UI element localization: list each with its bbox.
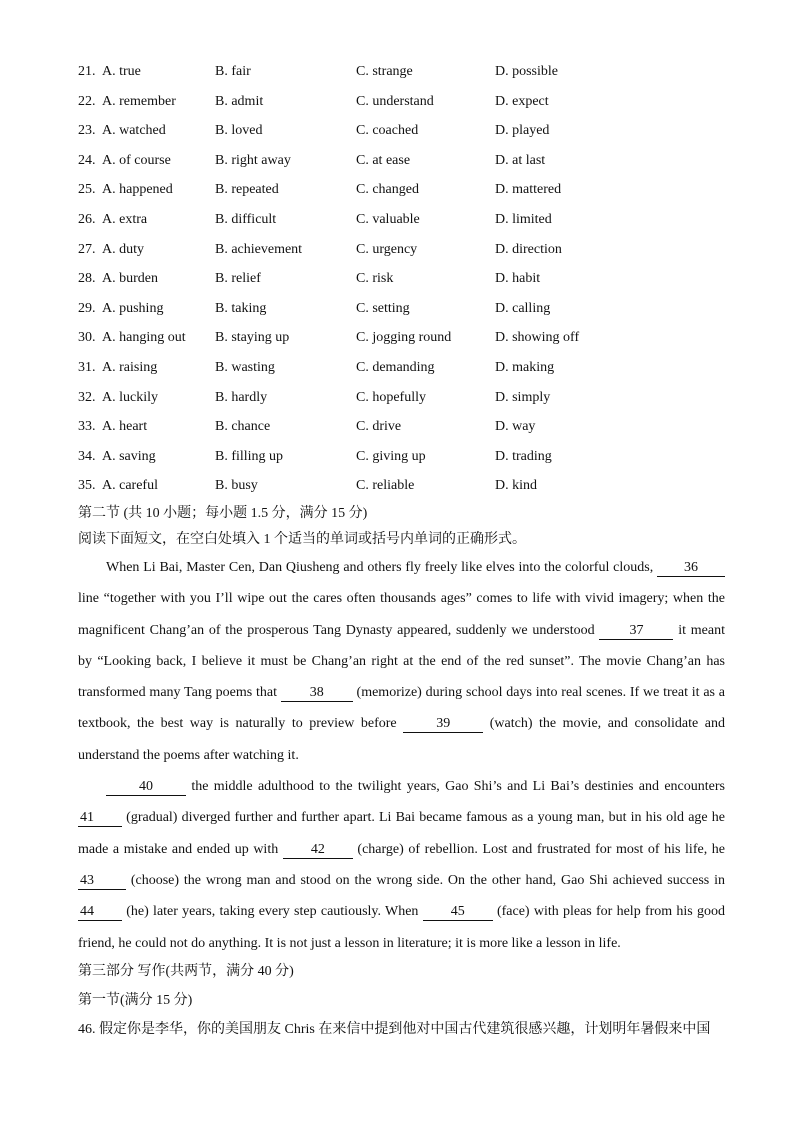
option-a: A. remember — [102, 93, 176, 109]
option-c: C. changed — [356, 182, 419, 198]
option-b: B. relief — [215, 271, 261, 287]
question-number: 25. — [78, 182, 96, 198]
question-number: 21. — [78, 64, 96, 79]
option-d: D. limited — [495, 211, 552, 227]
option-b: B. staying up — [215, 330, 290, 346]
option-d: D. at last — [495, 152, 546, 168]
option-a: A. watched — [102, 123, 166, 139]
question-number: 35. — [78, 478, 96, 494]
option-a: A. burden — [102, 271, 158, 287]
choice-row — [78, 92, 768, 122]
option-d: D. way — [495, 419, 536, 435]
question-46: 46. 假定你是李华，你的美国朋友 Chris 在来信中提到他对中国古代建筑很感兴趣，计划明年暑假来中国 — [78, 1022, 711, 1037]
blank-45[interactable]: 45 — [423, 904, 493, 921]
question-number: 30. — [78, 330, 96, 346]
option-d: D. habit — [495, 271, 541, 287]
question-number: 29. — [78, 300, 96, 316]
option-a: A. happened — [102, 182, 173, 198]
option-a: A. duty — [102, 241, 144, 257]
option-c: C. setting — [356, 300, 410, 316]
option-d: D. direction — [495, 241, 562, 257]
option-a: A. extra — [102, 211, 148, 227]
option-a: A. hanging out — [102, 330, 186, 346]
option-c: C. drive — [356, 419, 402, 435]
blank-40[interactable]: 40 — [106, 779, 186, 796]
choice-row — [78, 417, 768, 447]
question-number: 33. — [78, 419, 96, 435]
option-c: C. risk — [356, 271, 394, 287]
passage-text: the middle adulthood to the twilight years, Gao Shi’s and Li Bai’s destinies and encounters — [186, 779, 725, 795]
passage-paragraph-2 — [78, 771, 725, 959]
question-number: 28. — [78, 271, 96, 287]
question-number: 27. — [78, 241, 96, 257]
option-b: B. fair — [215, 64, 251, 79]
option-d: D. played — [495, 123, 550, 139]
option-c: C. understand — [356, 93, 434, 109]
option-a: A. careful — [102, 478, 158, 494]
blank-42[interactable]: 42 — [283, 842, 353, 859]
option-a: A. pushing — [102, 300, 164, 316]
blank-39[interactable]: 39 — [403, 716, 483, 733]
option-d: D. possible — [495, 64, 558, 79]
option-a: A. true — [102, 64, 141, 79]
option-d: D. mattered — [495, 182, 562, 198]
passage-text: (gradual) diverged further and further apart. Li Bai became famous as a young man, but in his old age he made a mistake and ended up with — [78, 810, 725, 857]
option-c: C. demanding — [356, 359, 435, 375]
option-c: C. valuable — [356, 211, 420, 227]
choice-row — [78, 151, 768, 181]
option-c: C. at ease — [356, 152, 411, 168]
option-c: C. jogging round — [356, 330, 452, 346]
choice-row — [78, 121, 768, 151]
passage-text: (face) with pleas for help from his good friend, he could not do anything. It is not just a lesson in literature; it is more like a lesson in life. — [78, 904, 726, 951]
option-c: C. coached — [356, 123, 419, 139]
option-b: B. hardly — [215, 389, 268, 405]
passage-text: When Li Bai, Master Cen, Dan Qiusheng and others fly freely like elves into the colorful clouds, — [106, 560, 657, 575]
choice-row — [78, 447, 768, 477]
section-instruction: 阅读下面短文，在空白处填入 1 个适当的单词或括号内单词的正确形式。 — [78, 532, 526, 547]
passage-text: line “together with you I’ll wipe out the cares often thousands ages” comes to life with vivid imagery; when the magnificent Chang’an of the prosperous Tang Dynasty appeared, suddenly we understood — [78, 591, 725, 638]
choice-row — [78, 269, 768, 299]
option-b: B. loved — [215, 123, 263, 139]
option-c: C. reliable — [356, 478, 415, 494]
option-b: B. achievement — [215, 241, 303, 257]
option-d: D. kind — [495, 478, 537, 494]
option-a: A. luckily — [102, 389, 158, 405]
option-a: A. raising — [102, 359, 158, 375]
choice-row — [78, 476, 768, 506]
option-a: A. of course — [102, 152, 171, 168]
option-b: B. filling up — [215, 448, 284, 464]
part-heading: 第三部分 写作(共两节，满分 40 分) — [78, 964, 294, 979]
option-b: B. difficult — [215, 211, 277, 227]
option-c: C. urgency — [356, 241, 418, 257]
question-number: 22. — [78, 93, 96, 109]
option-d: D. calling — [495, 300, 551, 316]
passage-text: (choose) the wrong man and stood on the wrong side. On the other hand, Gao Shi achieved success in — [126, 872, 725, 888]
choice-row — [78, 388, 768, 418]
blank-43[interactable]: 43 — [78, 873, 126, 890]
option-b: B. taking — [215, 300, 267, 316]
choice-row — [78, 240, 768, 270]
option-d: D. making — [495, 359, 555, 375]
question-number: 24. — [78, 152, 96, 168]
option-a: A. heart — [102, 419, 148, 435]
question-number: 32. — [78, 389, 96, 405]
question-number: 31. — [78, 359, 96, 375]
choice-row — [78, 299, 768, 329]
passage-paragraph-1 — [78, 552, 725, 771]
subsection-heading: 第一节(满分 15 分) — [78, 993, 193, 1008]
blank-38[interactable]: 38 — [281, 685, 353, 702]
option-c: C. strange — [356, 64, 413, 79]
blank-41[interactable]: 41 — [78, 810, 122, 827]
passage-text: (memorize) during school days into real scenes. If we treat it as a textbook, the best way is naturally to preview before — [78, 685, 725, 732]
blank-36[interactable]: 36 — [657, 560, 725, 577]
passage-text: (watch) the movie, and consolidate and understand the poems after watching it. — [78, 716, 725, 763]
option-d: D. trading — [495, 448, 552, 464]
option-c: C. giving up — [356, 448, 426, 464]
option-b: B. repeated — [215, 182, 279, 198]
option-d: D. expect — [495, 93, 549, 109]
choice-row — [78, 358, 768, 388]
option-d: D. simply — [495, 389, 551, 405]
choice-row — [78, 210, 768, 240]
passage-text: (he) later years, taking every step cautiously. When — [122, 904, 423, 920]
passage — [78, 552, 725, 959]
choice-row — [78, 62, 768, 92]
option-b: B. chance — [215, 419, 271, 435]
blank-37[interactable]: 37 — [599, 623, 673, 640]
question-number: 34. — [78, 448, 96, 464]
question-number: 26. — [78, 211, 96, 227]
question-number: 23. — [78, 123, 96, 139]
choice-row — [78, 328, 768, 358]
choice-list — [78, 62, 768, 506]
option-b: B. busy — [215, 478, 258, 494]
passage-text: it meant by “Looking back, I believe it must be Chang’an right at the end of the red sunset”. The movie Chang’an has transformed many Tang poems that — [78, 622, 725, 701]
choice-row — [78, 180, 768, 210]
section-heading: 第二节 (共 10 小题；每小题 1.5 分，满分 15 分) — [78, 506, 368, 521]
blank-44[interactable]: 44 — [78, 904, 122, 921]
option-c: C. hopefully — [356, 389, 426, 405]
option-b: B. wasting — [215, 359, 275, 375]
option-d: D. showing off — [495, 330, 580, 346]
option-b: B. right away — [215, 152, 291, 168]
passage-text: (charge) of rebellion. Lost and frustrated for most of his life, he — [352, 841, 726, 857]
option-b: B. admit — [215, 93, 264, 109]
option-a: A. saving — [102, 448, 156, 464]
